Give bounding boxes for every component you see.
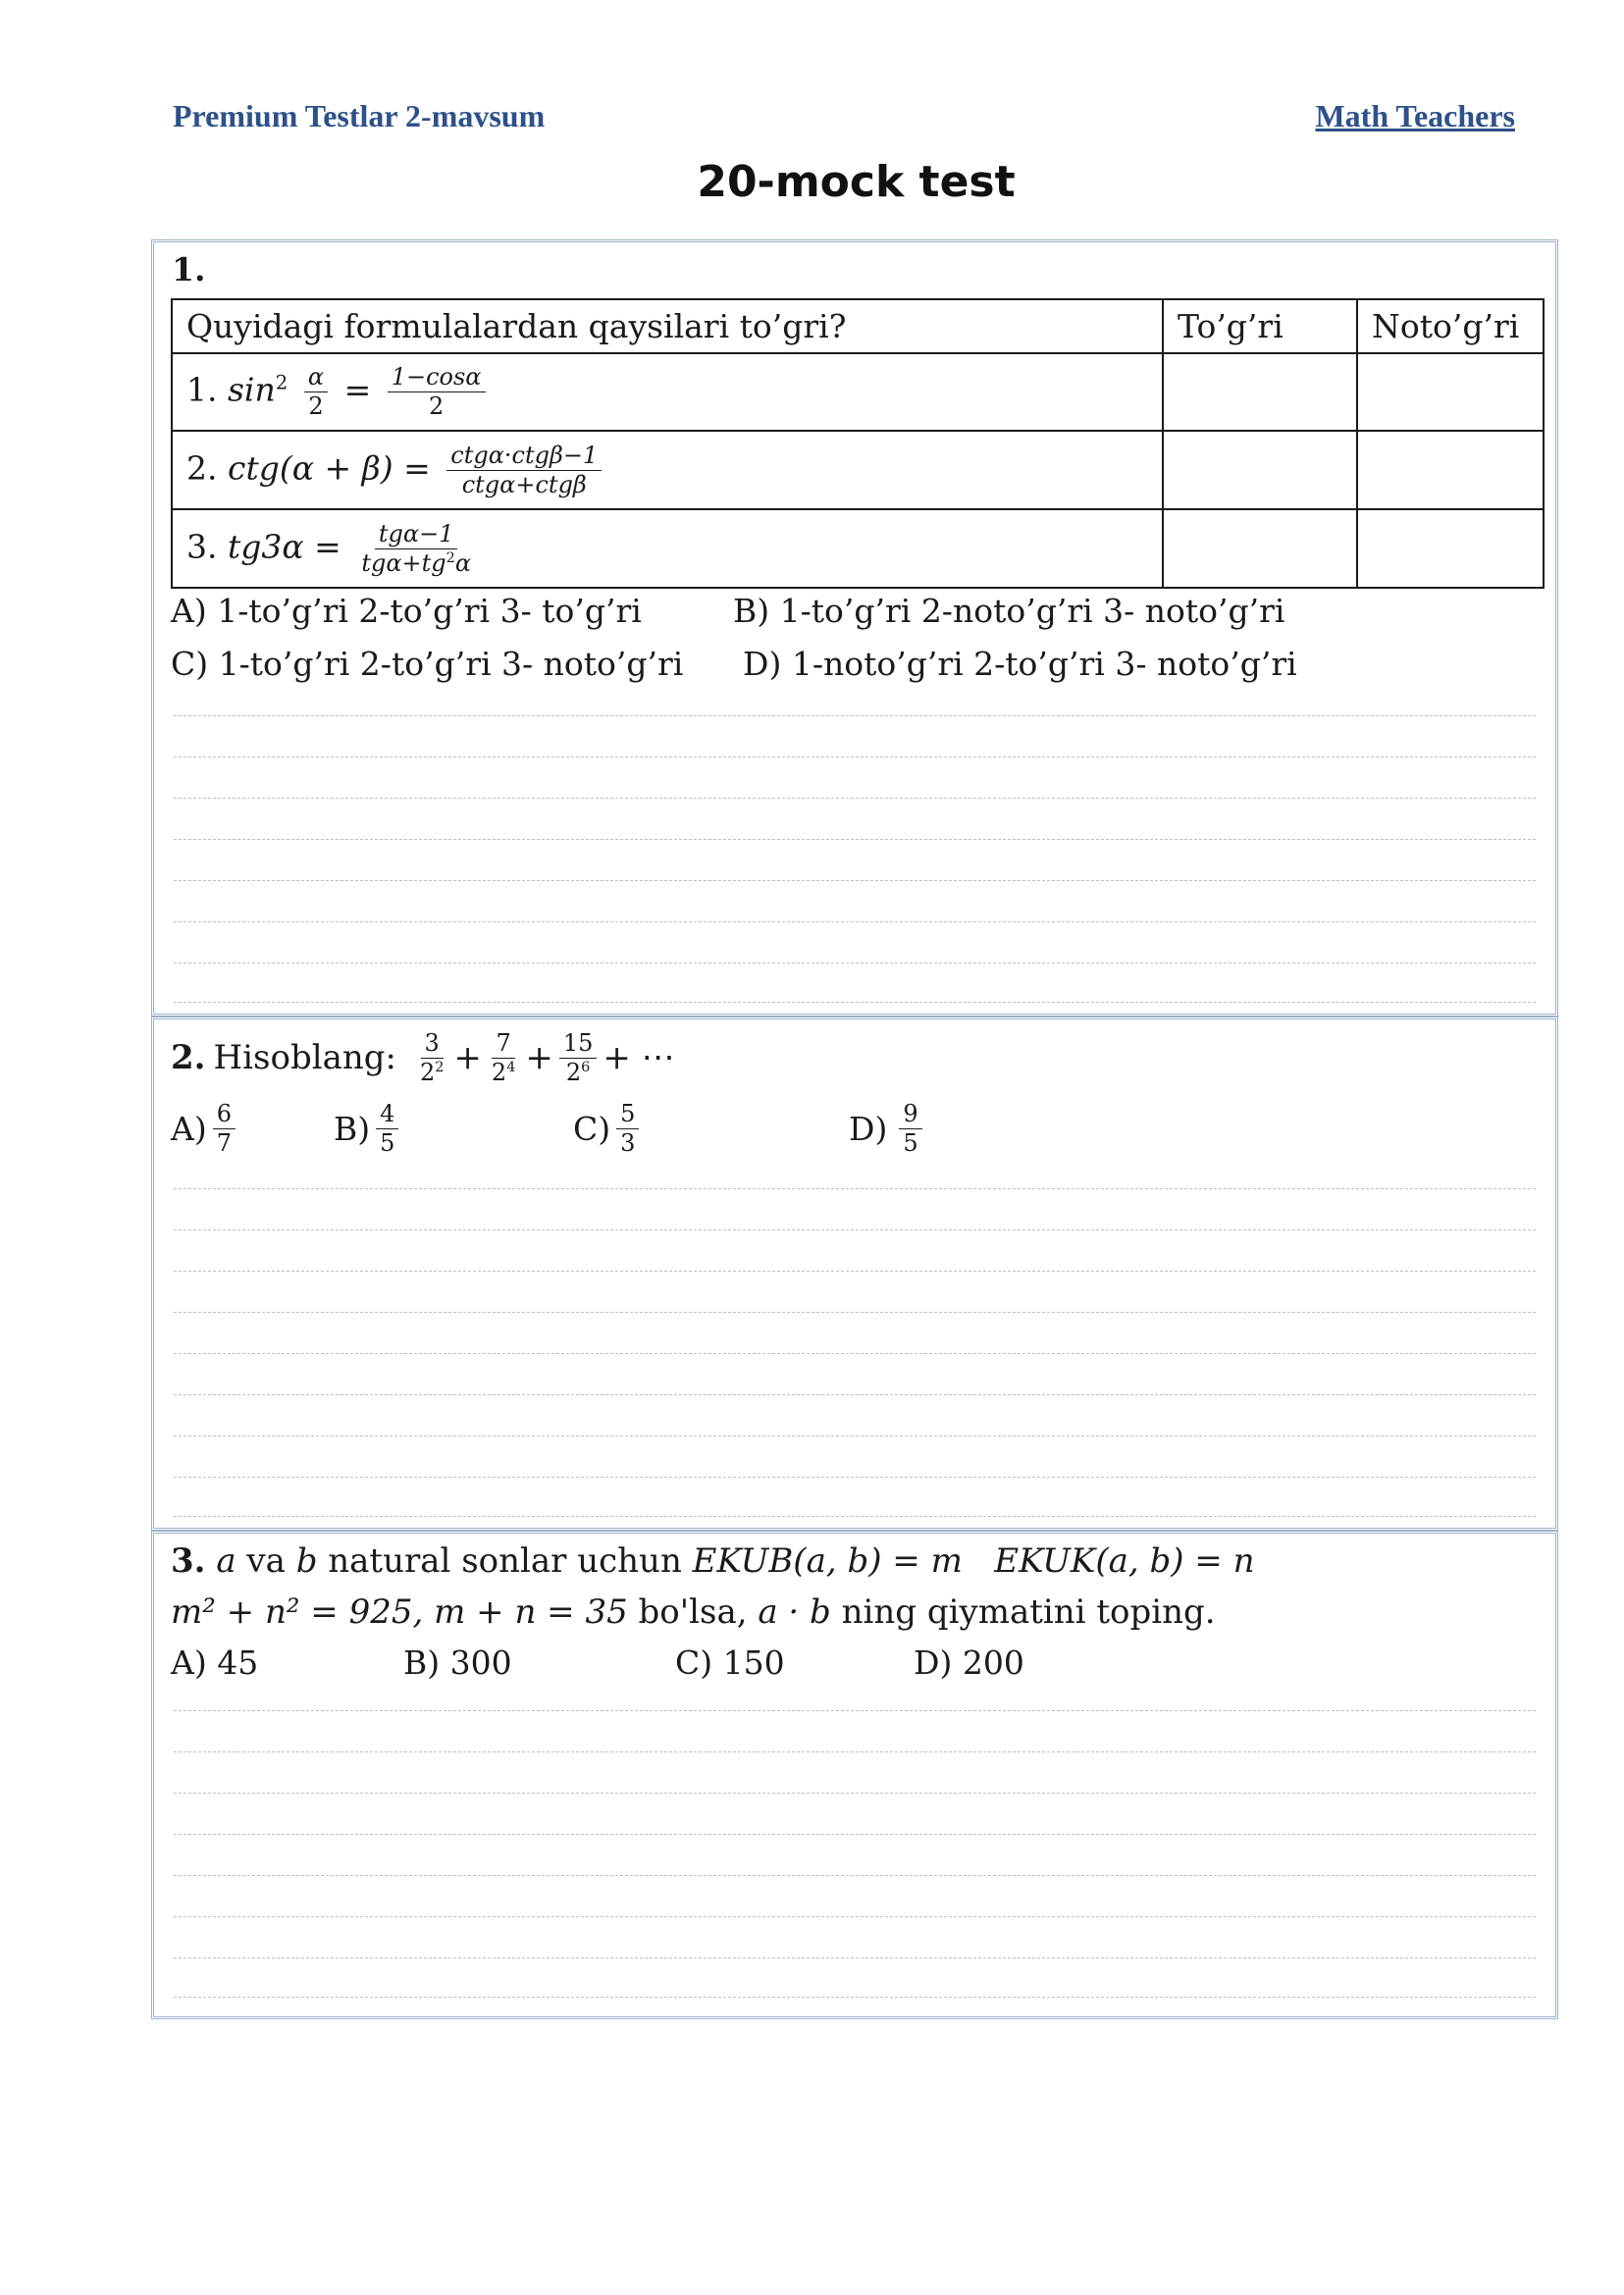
question-1-box xyxy=(151,239,1558,1017)
answer-line xyxy=(174,921,1536,922)
answer-line xyxy=(174,1793,1536,1794)
answer-cell-false-3[interactable] xyxy=(1357,509,1544,588)
answer-line xyxy=(174,1394,1536,1395)
answer-cell-true-3[interactable] xyxy=(1163,509,1357,588)
answer-line xyxy=(174,1188,1536,1189)
answer-line xyxy=(174,1435,1536,1436)
answer-line xyxy=(174,1834,1536,1835)
option-d[interactable]: D) 200 xyxy=(914,1643,1024,1682)
series-term-2: $\frac{7}{2^4}$ xyxy=(491,1029,516,1086)
answer-cell-false-1[interactable] xyxy=(1357,353,1544,432)
question-3-box xyxy=(151,1531,1558,2019)
question-2-box xyxy=(151,1017,1558,1531)
answer-line xyxy=(174,1271,1536,1272)
question-3-line-2: m² + n² = 925, m + n = 35 bo'lsa, a · b ning qiymatini toping. xyxy=(171,1592,1216,1632)
question-1-number: 1. xyxy=(172,250,206,288)
question-3-number: 3. xyxy=(171,1541,206,1581)
answer-line xyxy=(174,1751,1536,1752)
answer-line xyxy=(174,1353,1536,1354)
option-a[interactable]: A) 1-to’g’ri 2-to’g’ri 3- to’g’ri xyxy=(171,592,642,630)
answer-line xyxy=(174,1477,1536,1478)
table-header-question: Quyidagi formulalardan qaysilari to’gri? xyxy=(172,299,1163,353)
header-right-link[interactable]: Math Teachers xyxy=(1315,98,1515,133)
table-row xyxy=(172,353,1544,432)
answer-line xyxy=(174,1916,1536,1917)
answer-line xyxy=(174,756,1536,757)
answer-line xyxy=(174,839,1536,840)
answer-line xyxy=(174,1229,1536,1230)
answer-line xyxy=(174,1710,1536,1711)
option-c[interactable]: C) 1-to’g’ri 2-to’g’ri 3- noto’g’ri xyxy=(171,645,684,683)
series-term-1: $\frac{3}{2^2}$ xyxy=(419,1029,445,1086)
option-b[interactable]: B) $\frac{4}{5}$ xyxy=(334,1100,404,1158)
answer-line xyxy=(174,1312,1536,1313)
formula-1: 1. $\sin^2$ $\frac{\alpha}{2}$ = $\frac{1-\cos\alpha}{2}$ xyxy=(172,353,1163,432)
answer-line xyxy=(174,715,1536,716)
option-c[interactable]: C) 150 xyxy=(675,1643,785,1682)
option-b[interactable]: B) 300 xyxy=(403,1643,512,1682)
table-header-false: Noto’g’ri xyxy=(1357,299,1544,353)
formula-table xyxy=(171,298,1545,589)
header-left-title: Premium Testlar 2-mavsum xyxy=(173,98,546,133)
option-b[interactable]: B) 1-to’g’ri 2-noto’g’ri 3- noto’g’ri xyxy=(733,592,1285,630)
answer-line xyxy=(174,1957,1536,1958)
answer-line xyxy=(174,880,1536,881)
table-row xyxy=(172,431,1544,509)
option-a[interactable]: A) $\frac{6}{7}$ xyxy=(171,1100,241,1158)
formula-2: 2. ctg(α + β) = $\frac{\text{ctgα·ctgβ−1}}{\text{ctgα+ctgβ}}$ xyxy=(172,431,1163,509)
option-d[interactable]: D) 1-noto’g’ri 2-to’g’ri 3- noto’g’ri xyxy=(743,645,1297,683)
option-a[interactable]: A) 45 xyxy=(171,1643,259,1682)
answer-line xyxy=(174,1516,1536,1517)
series-term-3: $\frac{15}{2^6}$ xyxy=(559,1029,598,1087)
answer-line xyxy=(174,1875,1536,1876)
question-3-line-1: 3. a va b natural sonlar uchun EKUB(a, b) = m EKUK(a, b) = n xyxy=(171,1541,1255,1581)
table-row xyxy=(172,509,1544,588)
option-d[interactable]: D) $\frac{9}{5}$ xyxy=(849,1100,928,1158)
answer-line xyxy=(174,1997,1536,1998)
answer-line xyxy=(174,1002,1536,1003)
question-2-label: Hisoblang: xyxy=(213,1038,396,1078)
answer-cell-false-2[interactable] xyxy=(1357,431,1544,509)
table-header-true: To’g’ri xyxy=(1163,299,1357,353)
formula-3: 3. tg3α = $\frac{\text{tgα−1}}{tg\alpha+tg^2\alpha}$ xyxy=(172,509,1163,588)
page-title: 20-mock test xyxy=(697,157,1016,207)
option-c[interactable]: C) $\frac{5}{3}$ xyxy=(573,1100,645,1158)
question-2-number: 2. xyxy=(171,1038,206,1078)
answer-line xyxy=(174,798,1536,799)
answer-line xyxy=(174,963,1536,964)
answer-cell-true-1[interactable] xyxy=(1163,353,1357,432)
answer-cell-true-2[interactable] xyxy=(1163,431,1357,509)
question-2-text: 2. Hisoblang: $\frac{3}{2^2}$ + $\frac{7}{2^4}$ + $\frac{15}{2^6}$ + ⋯ xyxy=(171,1029,675,1086)
